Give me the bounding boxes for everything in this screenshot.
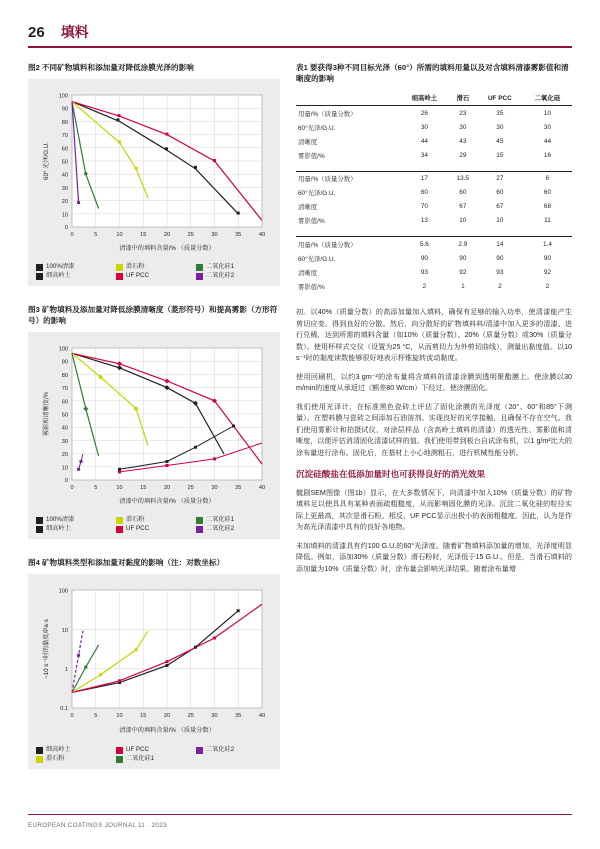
- svg-text:35: 35: [235, 485, 242, 491]
- cell: 67: [496, 203, 504, 211]
- cell: 1.4: [523, 237, 572, 252]
- legend-item: [36, 756, 112, 763]
- svg-text:~10 s⁻¹时的黏度/Pa·s: ~10 s⁻¹时的黏度/Pa·s: [43, 619, 50, 679]
- cell: 90: [496, 254, 504, 262]
- svg-text:60: 60: [61, 146, 68, 153]
- cell: 2: [545, 282, 550, 290]
- table1-caption: 表1 要获得3种不同目标光泽（60°）所需的填料用量以及对含填料清漆雾影值和清晰度的影响: [296, 63, 569, 84]
- cell: 15: [496, 151, 504, 159]
- svg-text:10: 10: [116, 485, 123, 491]
- legend-label: 二氧化硅1: [126, 755, 155, 763]
- footer-divider: [28, 814, 572, 815]
- cell: 30: [496, 123, 504, 131]
- legend-swatch: [116, 526, 123, 533]
- cell: 16: [543, 151, 551, 159]
- svg-text:70: 70: [61, 386, 68, 393]
- legend-item: [196, 756, 272, 763]
- svg-text:80: 80: [61, 372, 68, 379]
- svg-text:20: 20: [61, 452, 68, 459]
- legend-swatch: [116, 273, 123, 280]
- legend-label: 二氧化硅1: [206, 516, 235, 524]
- svg-text:10: 10: [116, 232, 123, 238]
- legend-label: 滑石粉: [126, 516, 145, 524]
- legend-swatch: [116, 264, 123, 271]
- row-label: 清晰度: [298, 138, 318, 146]
- header-divider: [28, 46, 572, 48]
- legend-swatch: [116, 756, 123, 763]
- cell: 17: [400, 171, 449, 186]
- table-block-gap: [296, 162, 572, 171]
- table-row: [296, 148, 572, 162]
- table-row: [296, 265, 572, 279]
- svg-text:0: 0: [70, 713, 74, 719]
- svg-text:90: 90: [61, 359, 68, 366]
- svg-text:30: 30: [61, 185, 68, 192]
- legend-swatch: [36, 264, 43, 271]
- svg-text:清漆中的填料含量/% （质量分数）: 清漆中的填料含量/% （质量分数）: [119, 245, 215, 252]
- svg-text:25: 25: [187, 713, 194, 719]
- cell: 43: [459, 137, 467, 145]
- legend-swatch: [196, 517, 203, 524]
- svg-text:0: 0: [64, 478, 68, 484]
- cell: 60: [496, 189, 504, 197]
- legend-swatch: [196, 264, 203, 271]
- legend-label: 滑石粉: [46, 755, 65, 763]
- cell: 5.6: [400, 237, 449, 252]
- cell: 44: [420, 137, 428, 145]
- cell: 90: [459, 254, 467, 262]
- figure2-legend: [36, 264, 272, 280]
- svg-text:雾影和清晰度/%: 雾影和清晰度/%: [43, 391, 50, 437]
- legend-swatch: [196, 526, 203, 533]
- legend-swatch: [116, 517, 123, 524]
- row-label: 60°光泽/G.U.: [298, 124, 336, 132]
- svg-text:35: 35: [235, 713, 242, 719]
- table-col-2: 滑石: [449, 93, 477, 106]
- svg-text:60° 光泽/G.U.: 60° 光泽/G.U.: [43, 142, 50, 180]
- cell: 10: [459, 217, 467, 225]
- cell: 93: [496, 268, 504, 276]
- legend-label: 细高岭土: [46, 525, 71, 533]
- table1: [296, 93, 572, 294]
- legend-label: 二氧化硅2: [206, 525, 235, 533]
- body-paragraph: 髋剧SEM图像（图1b）显示，在大多数情况下，向清漆中加入10%（质量分数）的矿物填料足以使具具有某种表面疏粗糙度，从而影响固化膜的光泽。沉淀二氧化硅的粒径实际上更最高，其次是滑石粉。相反，UF PCC显示出极小的表面粗糙度。因此，认为是作为高光泽清漆中具有的良好各地物。: [296, 488, 572, 532]
- row-label: 60°光泽/G.U.: [298, 190, 336, 198]
- svg-text:50: 50: [61, 412, 68, 419]
- cell: 6: [523, 171, 572, 186]
- figure2-chart: [28, 79, 280, 286]
- legend-label: UF PCC: [126, 746, 150, 754]
- legend-item: [116, 526, 192, 533]
- svg-text:70: 70: [61, 133, 68, 140]
- table-col-1: 细高岭土: [400, 93, 449, 106]
- cell: 14: [477, 237, 523, 252]
- legend-swatch: [196, 273, 203, 280]
- row-label: 雾影值/%: [298, 218, 325, 226]
- svg-text:40: 40: [61, 172, 68, 179]
- row-label: 用量/%（质量分数）: [296, 237, 400, 252]
- legend-swatch: [116, 747, 123, 754]
- svg-text:10: 10: [61, 627, 68, 634]
- svg-text:15: 15: [140, 713, 147, 719]
- svg-text:40: 40: [258, 232, 266, 238]
- legend-item: [36, 517, 112, 524]
- cell: 34: [420, 151, 428, 159]
- legend-item: [196, 747, 272, 754]
- legend-item: [116, 756, 192, 763]
- cell: 45: [496, 137, 504, 145]
- legend-label: UF PCC: [126, 525, 150, 533]
- legend-item: [196, 517, 272, 524]
- svg-text:5: 5: [94, 232, 98, 238]
- svg-text:0: 0: [70, 485, 74, 491]
- legend-item: [36, 747, 112, 754]
- figure3-chart: [28, 332, 280, 539]
- svg-text:20: 20: [163, 713, 171, 719]
- svg-text:80: 80: [61, 119, 68, 126]
- cell: 90: [420, 254, 428, 262]
- cell: 92: [459, 268, 467, 276]
- table-row: [296, 237, 572, 252]
- figure4-legend: [36, 747, 272, 763]
- legend-label: 100%清漆: [46, 516, 75, 524]
- section-subheading: 沉淀硅酸盐在低添加量时也可获得良好的消光效果: [296, 469, 486, 480]
- table-row: [296, 251, 572, 265]
- cell: 23: [449, 106, 477, 121]
- figure4-plot: [36, 582, 272, 742]
- cell: 30: [420, 123, 428, 131]
- cell: 60: [420, 189, 428, 197]
- page-title: 填料: [60, 24, 89, 40]
- svg-text:25: 25: [187, 485, 194, 491]
- page-header: [28, 18, 572, 46]
- svg-text:50: 50: [61, 159, 68, 166]
- table-row: [296, 171, 572, 186]
- legend-item: [116, 517, 192, 524]
- table-row: [296, 106, 572, 121]
- table-col-0: [296, 93, 400, 106]
- svg-text:100: 100: [58, 93, 68, 100]
- legend-swatch: [36, 756, 43, 763]
- cell: 68: [543, 203, 551, 211]
- svg-text:60: 60: [61, 399, 68, 406]
- table-col-4: 二氧化硅: [523, 93, 572, 106]
- legend-swatch: [36, 747, 43, 754]
- cell: 26: [400, 106, 449, 121]
- legend-label: 细高岭土: [46, 272, 71, 280]
- svg-text:0.1: 0.1: [60, 706, 68, 712]
- legend-label: 二氧化硅2: [206, 746, 235, 754]
- svg-text:15: 15: [140, 485, 147, 491]
- legend-item: [116, 264, 192, 271]
- svg-text:35: 35: [235, 232, 242, 238]
- svg-text:1: 1: [64, 667, 68, 674]
- legend-label: UF PCC: [126, 272, 150, 280]
- svg-text:20: 20: [163, 232, 171, 238]
- cell: 13: [420, 217, 428, 225]
- body-paragraph: 使用回刷机，以约3 gm⁻²的涂布量将含填料的清漆涂膜到透明聚酯膜上。使涂膜以30 m/min的速度从承返过（额差80 W/cm）下经过、使涂膜固化。: [296, 372, 572, 393]
- figure4-chart: [28, 574, 280, 769]
- cell: 67: [459, 203, 467, 211]
- table-row: [296, 186, 572, 200]
- cell: 2: [498, 282, 502, 290]
- legend-item: [36, 526, 112, 533]
- figure3-caption: 图3 矿物填料及添加量对降低涂膜清晰度（菱形符号）和提高雾影（方形符号）的影响: [28, 305, 278, 325]
- footer-journal-line: EUROPEAN COATINGS JOURNAL 11 · 2023: [28, 822, 167, 829]
- svg-text:5: 5: [94, 713, 98, 719]
- svg-text:25: 25: [187, 232, 194, 238]
- row-label: 用量/%（质量分数）: [296, 171, 400, 186]
- cell: 92: [543, 268, 551, 276]
- cell: 29: [459, 151, 467, 159]
- cell: 44: [543, 137, 551, 145]
- legend-item: [36, 264, 112, 271]
- svg-text:90: 90: [61, 106, 68, 113]
- figure4-caption: 图4 矿物填料类型和添加量对黏度的影响（注：对数坐标）: [28, 558, 225, 567]
- legend-item: [196, 526, 272, 533]
- svg-text:10: 10: [61, 212, 68, 219]
- legend-label: 100%清漆: [46, 263, 75, 271]
- row-label: 60°光泽/G.U.: [298, 255, 336, 263]
- row-label: 雾影值/%: [298, 283, 325, 291]
- svg-text:40: 40: [258, 485, 266, 491]
- svg-text:10: 10: [61, 465, 68, 472]
- legend-item: [36, 273, 112, 280]
- cell: 27: [477, 171, 523, 186]
- legend-item: [116, 273, 192, 280]
- table-row: [296, 279, 572, 293]
- legend-item: [196, 264, 272, 271]
- svg-text:30: 30: [211, 232, 218, 238]
- figure2-plot: [36, 87, 272, 259]
- svg-text:100: 100: [58, 588, 68, 595]
- svg-text:30: 30: [211, 713, 218, 719]
- row-label: 用量/%（质量分数）: [296, 106, 400, 121]
- body-paragraph: 未加填料的清漆具有约100 G.U.的60°光泽度。随着矿物填料添加量的增加，光泽度明显降低。例如，添加30%（质量分数）滑石粉时，光泽低于15 G.U.。但是，当滑石填料的添加量为10%（质量分数）时，涂布量会影响光泽结果。随着涂布量增: [296, 541, 572, 573]
- table-block-gap: [296, 228, 572, 237]
- cell: 35: [477, 106, 523, 121]
- svg-text:10: 10: [116, 713, 123, 719]
- svg-text:20: 20: [163, 485, 171, 491]
- table-row: [296, 120, 572, 134]
- row-label: 清晰度: [298, 204, 318, 212]
- svg-text:100: 100: [58, 346, 68, 353]
- svg-text:15: 15: [140, 232, 147, 238]
- cell: 10: [523, 106, 572, 121]
- cell: 30: [459, 123, 467, 131]
- cell: 1: [461, 282, 465, 290]
- body-paragraph: 初。以40%（质量分数）的高添加量加入填料，确保有足够的输入功率，使清漆能产生剪切应变、得到良好的分散。然后，向分散好的矿物填料料/清漆中加入更多的清漆、进行兑稀，达到所需的填料含量（如10%（质量分数）、20%（质量分数）或30%（质量分数）。使用杯样式交仪（设置为25 °C，从而剪切力为外剪切曲线），测量出黏度值。以10 s⁻¹时的黏度读数能够很好地表示杯锥旋转流动黏度。: [296, 308, 572, 363]
- left-column: [28, 62, 280, 775]
- cell: 60: [459, 189, 467, 197]
- svg-text:清漆中的填料含量/% （质量分数）: 清漆中的填料含量/% （质量分数）: [119, 498, 215, 505]
- cell: 60: [543, 189, 551, 197]
- legend-swatch: [36, 273, 43, 280]
- svg-text:清漆中的填料含量/% （质量分数）: 清漆中的填料含量/% （质量分数）: [119, 727, 215, 734]
- legend-swatch: [196, 747, 203, 754]
- right-column: [296, 62, 572, 582]
- legend-swatch: [36, 517, 43, 524]
- legend-label: 二氧化硅2: [206, 272, 235, 280]
- table-header-row: [296, 93, 572, 106]
- cell: 10: [496, 217, 504, 225]
- row-label: 清晰度: [298, 269, 318, 277]
- svg-text:20: 20: [61, 199, 68, 206]
- svg-text:0: 0: [70, 232, 74, 238]
- legend-label: 滑石粉: [126, 263, 145, 271]
- table-row: [296, 214, 572, 228]
- cell: 70: [420, 203, 428, 211]
- row-label: 雾影值/%: [298, 152, 325, 160]
- page-number: 26: [28, 23, 45, 41]
- table-row: [296, 134, 572, 148]
- legend-item: [116, 747, 192, 754]
- legend-label: 二氧化硅1: [206, 263, 235, 271]
- legend-item: [196, 273, 272, 280]
- svg-text:0: 0: [64, 225, 68, 231]
- legend-label: 细高岭土: [46, 746, 71, 754]
- svg-text:40: 40: [258, 713, 266, 719]
- body-paragraph: 我们使用光泽计，在标准黑色瓷砖上评估了固化涂膜的光泽度（20°、60°和85°下测量）。在塑料膜与瓷砖之间添加石油溶剂、实现良好的光学接触，且确保不存在空气。我们使用雾影计和拍摄试仪，对涂层样品（含高岭土填料的清漆）的透光性、雾影值和清晰度，以便评估消清固化清漆试样的值。我们使用带到板台自试涂布机，以1 g/m²比大的涂布量进行涂布。固化后，在基材上小心地测粗石，进行机械性能分析。: [296, 402, 572, 457]
- cell: 13.5: [449, 171, 477, 186]
- cell: 2: [422, 282, 427, 290]
- legend-swatch: [36, 526, 43, 533]
- figure3-plot: [36, 340, 272, 512]
- svg-text:5: 5: [94, 485, 98, 491]
- svg-text:40: 40: [61, 425, 68, 432]
- figure3-legend: [36, 517, 272, 533]
- cell: 93: [420, 268, 428, 276]
- cell: 90: [543, 254, 551, 262]
- figure2-caption: 图2 不同矿物填料和添加量对降低涂膜光泽的影响: [28, 63, 194, 72]
- cell: 30: [543, 123, 551, 131]
- table-col-3: UF PCC: [477, 93, 523, 106]
- svg-text:30: 30: [211, 485, 218, 491]
- svg-text:30: 30: [61, 438, 68, 445]
- table-row: [296, 200, 572, 214]
- cell: 2.9: [449, 237, 477, 252]
- cell: 11: [544, 217, 551, 225]
